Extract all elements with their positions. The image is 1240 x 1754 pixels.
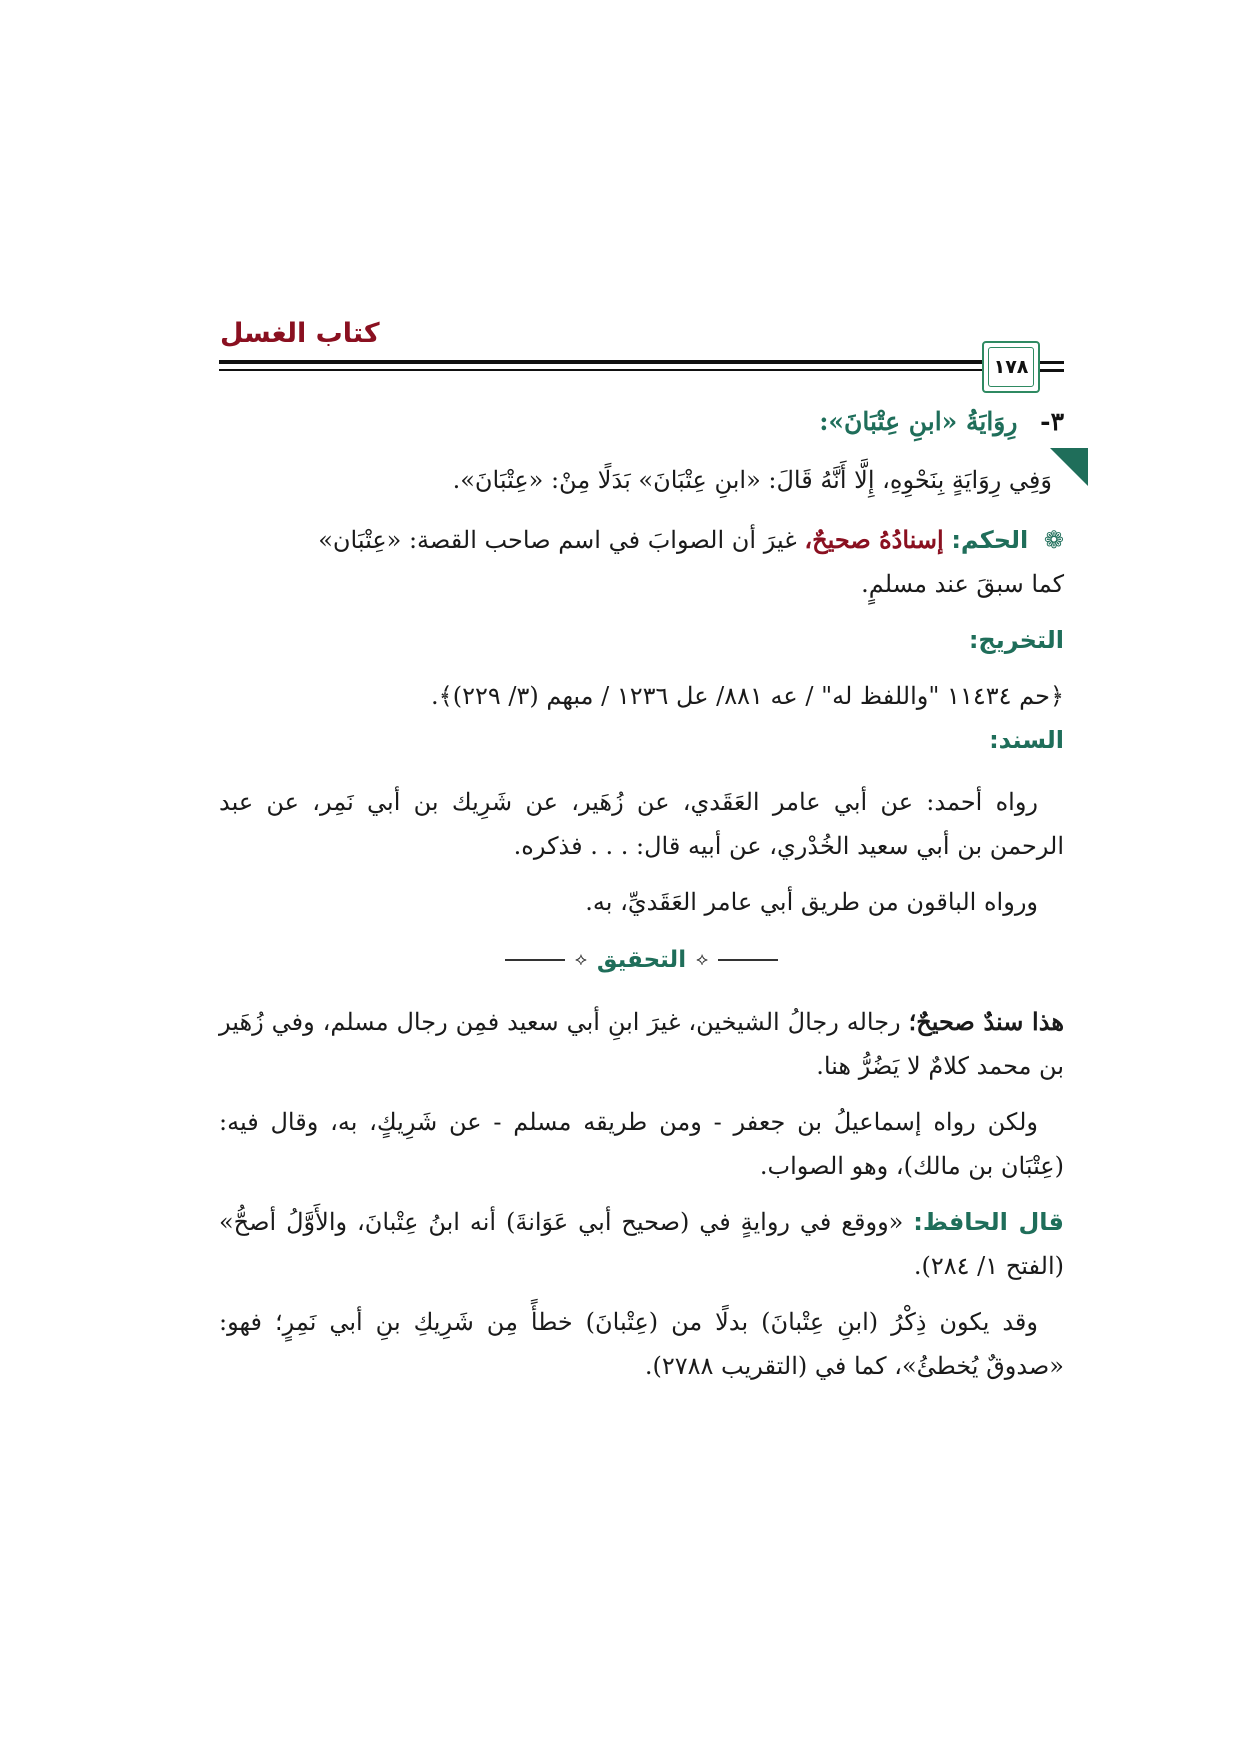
spacer (219, 662, 1064, 674)
ruling-label: الحكم: (951, 526, 1029, 554)
divider-curl-icon: ⟡ (575, 949, 587, 970)
tahqiq-divider (219, 938, 1064, 982)
book-title: كتاب الغسل (220, 318, 380, 349)
section-number: ٣- (1040, 407, 1064, 436)
spacer (219, 762, 1064, 780)
spacer (219, 1088, 1064, 1100)
spacer (219, 606, 1064, 618)
tahqiq-paragraph-1 (219, 1000, 1064, 1088)
tahqiq-paragraph-4: وقد يكون ذِكْرُ (ابنِ عِتْبانَ) بدلًا من (عِتْبانَ) خطأً مِن شَرِيكِ بنِ أبي نَمِرٍ؛ فهو: «صدوقٌ يُخطئُ»، كما في (التقريب ٢٧٨٨). (219, 1308, 1064, 1380)
hafiz-quote: «ووقع في روايةٍ في (صحيح أبي عَوَانةَ) أنه ابنُ عِتْبانَ، والأَوَّلُ أصحُّ» (الفتح ١/ ٢٨٤). (219, 1208, 1064, 1280)
tahqiq-title: التحقيق (596, 947, 687, 973)
section-heading (219, 400, 1064, 444)
ruling-value: إسنادُهُ صحيحٌ، (804, 525, 944, 554)
ruling-text-line1: غيرَ أن الصوابَ في اسم صاحب القصة: «عِتْبَان» (318, 526, 797, 554)
tahqiq-paragraph-2: ولكن رواه إسماعيلُ بن جعفر - ومن طريقه مسلم - عن شَرِيكٍ، به، وقال فيه: (عِتْبَان بن مالك)، وهو الصواب. (219, 1108, 1064, 1180)
tahqiq-verdict: هذا سندٌ صحيحٌ؛ (908, 1007, 1064, 1036)
page-number: ١٧٨ (988, 347, 1034, 387)
page-number-frame (982, 341, 1040, 393)
sanad-paragraph-1: رواه أحمد: عن أبي عامر العَقَدي، عن زُهَير، عن شَرِيك بن أبي نَمِر، عن عبد الرحمن بن أبي سعيد الخُدْري، عن أبيه قال: . . . فذكره. (219, 788, 1064, 860)
tahqiq-p1-text: رجاله رجالُ الشيخين، غيرَ ابنِ أبي سعيد فمِن رجال مسلم، وفي زُهَير بن محمد كلامٌ لا يَضُرُّ هنا. (219, 1008, 1064, 1080)
spacer (219, 1188, 1064, 1200)
divider-line-left (505, 959, 565, 961)
header-rule-thick (219, 360, 1034, 364)
page-content (219, 400, 1064, 1388)
sanad-paragraph-2: ورواه الباقون من طريق أبي عامر العَقَديِّ، به. (585, 888, 1038, 916)
header-rule-right-top (1040, 361, 1064, 364)
divider-line-right (718, 959, 778, 961)
header-rule-right-bottom (1040, 369, 1064, 372)
flower-icon: ❁ (1043, 526, 1064, 554)
spacer (219, 868, 1064, 880)
ruling-text-line2: كما سبقَ عند مسلمٍ. (861, 570, 1064, 598)
sanad-label: السند: (989, 726, 1064, 754)
tahqiq-paragraph-3 (219, 1200, 1064, 1288)
takhrij-text: ﴿حم ١١٤٣٤ "واللفظ له" / عه ٨٨١/ عل ١٢٣٦ / مبهم (٣/ ٢٢٩)﴾. (431, 682, 1064, 710)
ruling-paragraph (219, 518, 1064, 562)
divider-curl-icon: ⟡ (696, 949, 708, 970)
corner-ornament-icon (1050, 448, 1088, 486)
spacer (219, 1288, 1064, 1300)
section-heading-text: رِوَايَةُ «ابنِ عِتْبَانَ»: (819, 407, 1018, 436)
header-rule-thin (219, 369, 1034, 371)
takhrij-label: التخريج: (968, 626, 1064, 654)
variant-text: وَفِي رِوَايَةٍ بِنَحْوِهِ، إِلَّا أَنَّهُ قَالَ: «ابنِ عِتْبَانَ» بَدَلًا مِنْ: «عِتْبَانَ». (452, 466, 1052, 494)
hafiz-label: قال الحافظ: (913, 1208, 1064, 1236)
variant-narration (219, 458, 1064, 502)
